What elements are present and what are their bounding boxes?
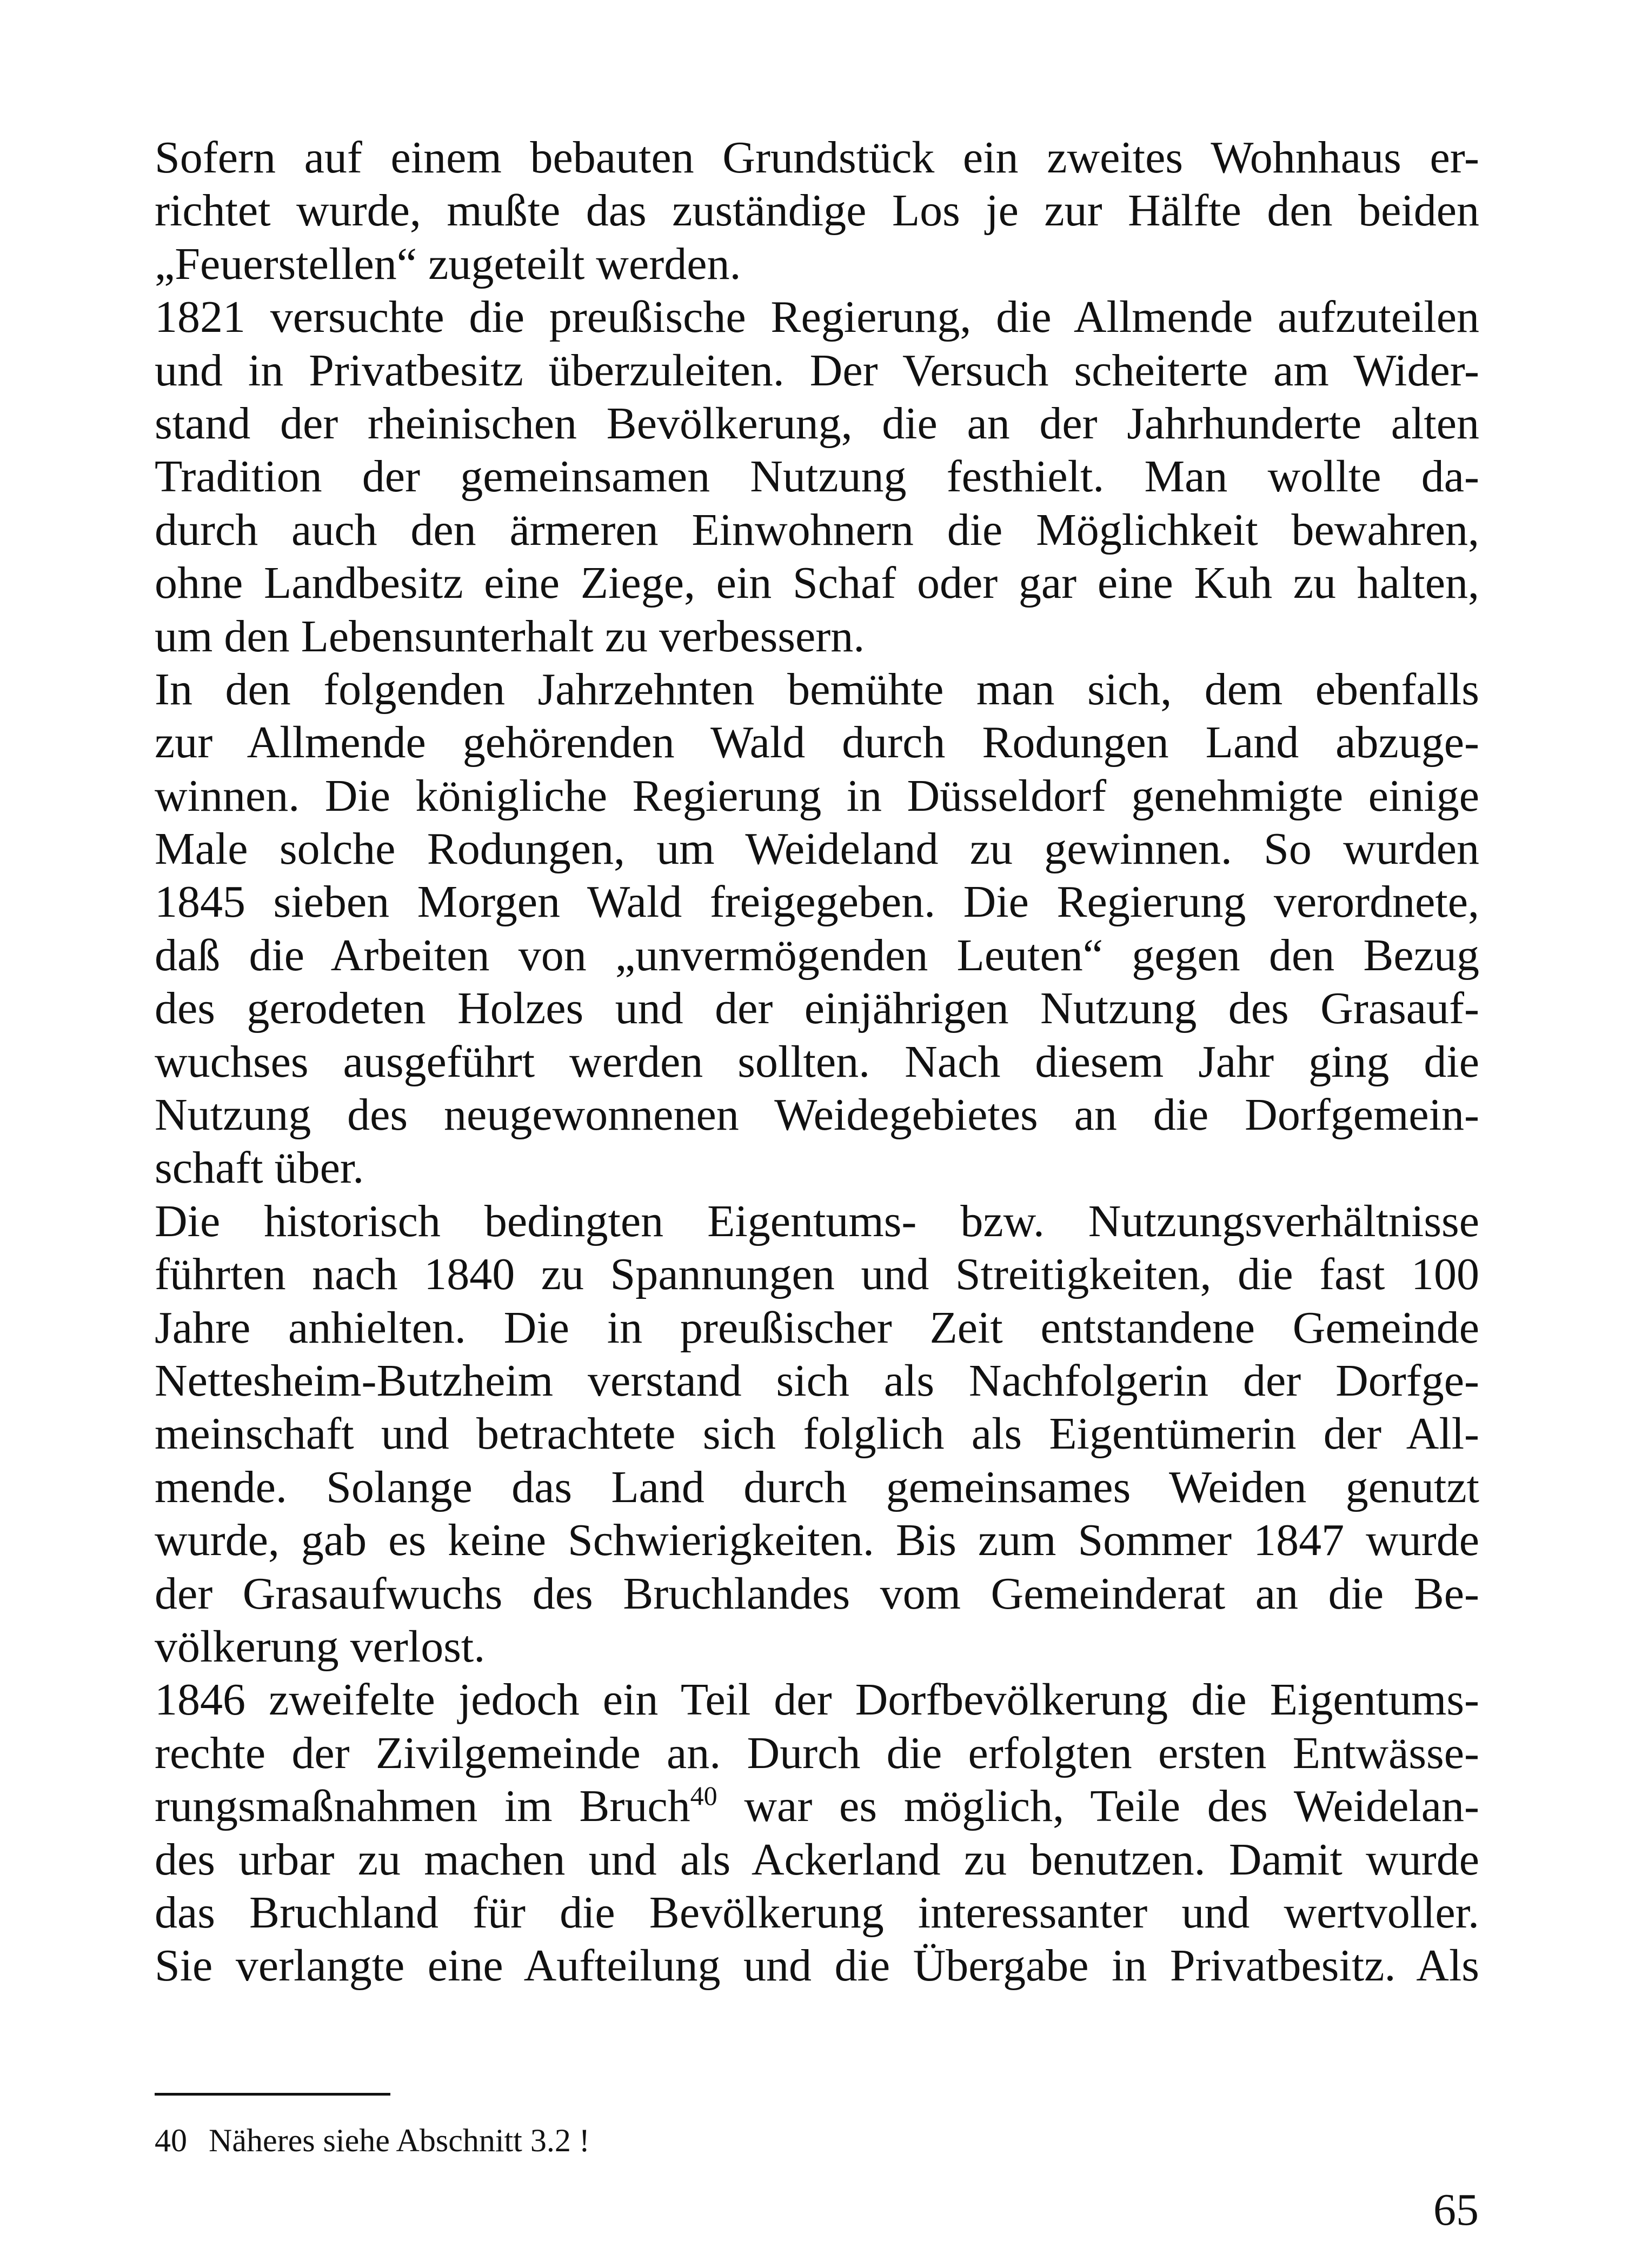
- text-line: schaft über.: [155, 1143, 364, 1193]
- text-line: des urbar zu machen und als Ackerland zu benutzen. Damit wurde: [155, 1834, 1479, 1885]
- text-line: rechte der Zivilgemeinde an. Durch die erfolgten ersten Entwässe-: [155, 1727, 1479, 1778]
- text-line: und in Privatbesitz überzuleiten. Der Versuch scheiterte am Wider-: [155, 345, 1479, 396]
- text-segment: rungsmaßnahmen im Bruch: [155, 1781, 690, 1832]
- text-line: Tradition der gemeinsamen Nutzung festhielt. Man wollte da-: [155, 451, 1479, 502]
- footnote-number: 40: [155, 2123, 187, 2158]
- footnote: [155, 2122, 590, 2159]
- text-line: richtet wurde, mußte das zuständige Los je zur Hälfte den beiden: [155, 185, 1479, 236]
- text-segment: war es möglich, Teile des Weidelan-: [717, 1781, 1479, 1832]
- text-line: wuchses ausgeführt werden sollten. Nach diesem Jahr ging die: [155, 1036, 1479, 1087]
- footnote-text: Näheres siehe Abschnitt 3.2 !: [209, 2123, 590, 2158]
- text-line: um den Lebensunterhalt zu verbessern.: [155, 611, 865, 662]
- text-line: führten nach 1840 zu Spannungen und Streitigkeiten, die fast 100: [155, 1249, 1479, 1300]
- body-text: [155, 131, 1479, 1993]
- text-line: Nutzung des neugewonnenen Weidegebietes an die Dorfgemein-: [155, 1090, 1479, 1140]
- footnote-divider: [155, 2093, 390, 2096]
- text-line: Jahre anhielten. Die in preußischer Zeit entstandene Gemeinde: [155, 1302, 1479, 1353]
- text-line: winnen. Die königliche Regierung in Düsseldorf genehmigte einige: [155, 770, 1479, 821]
- text-line: 1821 versuchte die preußische Regierung, die Allmende aufzuteilen: [155, 292, 1479, 343]
- text-line: des gerodeten Holzes und der einjährigen Nutzung des Grasauf-: [155, 983, 1479, 1034]
- text-line: Die historisch bedingten Eigentums- bzw. Nutzungsverhältnisse: [155, 1196, 1479, 1246]
- text-line: durch auch den ärmeren Einwohnern die Möglichkeit bewahren,: [155, 504, 1479, 555]
- text-line: das Bruchland für die Bevölkerung interessanter und wertvoller.: [155, 1887, 1479, 1938]
- page-number: 65: [1433, 2185, 1479, 2235]
- text-line: meinschaft und betrachtete sich folglich als Eigentümerin der All-: [155, 1409, 1479, 1459]
- footnote-reference: 40: [690, 1780, 717, 1811]
- text-line: Male solche Rodungen, um Weideland zu gewinnen. So wurden: [155, 824, 1479, 875]
- text-line: zur Allmende gehörenden Wald durch Rodungen Land abzuge-: [155, 717, 1479, 768]
- text-line: Sofern auf einem bebauten Grundstück ein zweites Wohnhaus er-: [155, 132, 1479, 183]
- text-line: 1845 sieben Morgen Wald freigegeben. Die Regierung verordnete,: [155, 877, 1479, 928]
- text-line: „Feuerstellen“ zugeteilt werden.: [155, 238, 741, 289]
- text-line: Sie verlangte eine Aufteilung und die Übergabe in Privatbesitz. Als: [155, 1940, 1479, 1991]
- text-line: ohne Landbesitz eine Ziege, ein Schaf oder gar eine Kuh zu halten,: [155, 558, 1479, 609]
- text-line: In den folgenden Jahrzehnten bemühte man sich, dem ebenfalls: [155, 664, 1479, 715]
- text-line: Nettesheim-Butzheim verstand sich als Nachfolgerin der Dorfge-: [155, 1355, 1479, 1406]
- text-line: [155, 1780, 1479, 1833]
- text-line: völkerung verlost.: [155, 1621, 486, 1672]
- text-line: daß die Arbeiten von „unvermögenden Leuten“ gegen den Bezug: [155, 930, 1479, 980]
- text-line: mende. Solange das Land durch gemeinsames Weiden genutzt: [155, 1462, 1479, 1512]
- text-line: stand der rheinischen Bevölkerung, die an der Jahrhunderte alten: [155, 398, 1479, 449]
- text-line: 1846 zweifelte jedoch ein Teil der Dorfbevölkerung die Eigentums-: [155, 1675, 1479, 1725]
- text-line: wurde, gab es keine Schwierigkeiten. Bis zum Sommer 1847 wurde: [155, 1515, 1479, 1566]
- text-line: der Grasaufwuchs des Bruchlandes vom Gemeinderat an die Be-: [155, 1568, 1479, 1619]
